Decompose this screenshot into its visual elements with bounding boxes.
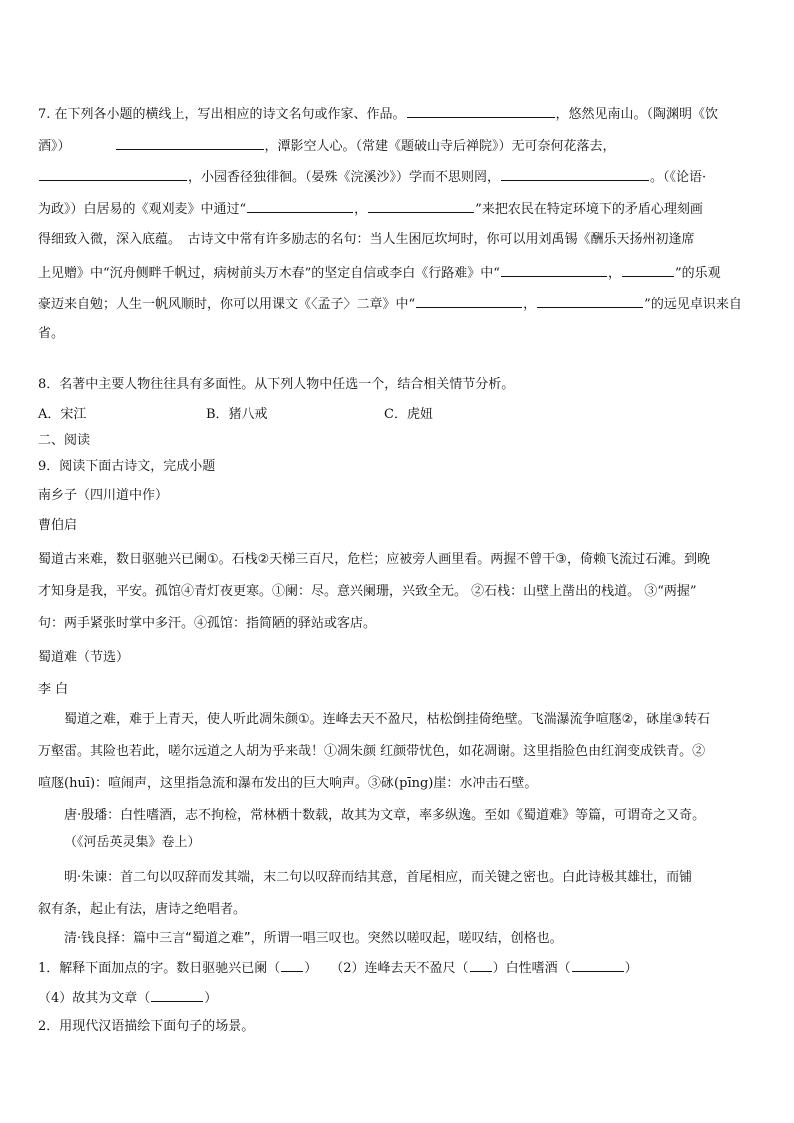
section-heading: 二、阅读 xyxy=(38,433,91,448)
q7-text: 省。 xyxy=(38,326,65,341)
answer-blank[interactable] xyxy=(537,294,643,308)
comment-1-line-2: （《河岳英灵集》卷上） xyxy=(64,835,201,850)
sub-question-text: ） （2）连峰去天不盈尺（ xyxy=(304,961,469,976)
q7-line-7 xyxy=(38,294,742,314)
answer-blank[interactable] xyxy=(470,958,492,972)
answer-blank[interactable] xyxy=(368,199,474,213)
q7-line-4 xyxy=(38,199,703,219)
q7-line-6 xyxy=(38,263,721,283)
sub-question-1-part-4 xyxy=(38,988,217,1008)
q7-text: ， xyxy=(354,202,368,217)
q7-text: ”的远见卓识来自 xyxy=(644,297,742,312)
q7-line-8 xyxy=(38,325,64,343)
q7-line-1 xyxy=(38,104,718,124)
comment-2-line-1: 明·朱谏：首二句以叹辞而发其端，末二句以叹辞而结其意，首尾相应，而关键之密也。白此诗极其雄壮，而铺 xyxy=(64,870,693,885)
q8-stem: 8．名著中主要人物往往具有多面性。从下列人物中任选一个，结合相关情节分析。 xyxy=(38,377,515,392)
answer-blank[interactable] xyxy=(416,294,522,308)
q7-line-3 xyxy=(38,167,706,187)
poem1-author: 曹伯启 xyxy=(38,518,78,533)
sub-question-text: ） xyxy=(624,961,638,976)
comment-2-line-2: 叙有条，起止有法，唐诗之绝唱者。 xyxy=(38,902,247,917)
answer-blank[interactable] xyxy=(501,167,649,181)
answer-blank[interactable] xyxy=(281,958,303,972)
poem2-title: 蜀道难（节选） xyxy=(38,650,130,665)
q8-options xyxy=(38,406,758,424)
answer-blank[interactable] xyxy=(407,104,555,118)
q7-text: 。（《论语· xyxy=(650,170,707,185)
q7-text: 得细致入微，深入底蕴。 古诗文中常有许多励志的名句：当人生困厄坎坷时，你可以用刘禹锡《酬乐天扬州初逢席 xyxy=(38,232,695,247)
option-c[interactable]: C．虎妞 xyxy=(384,407,433,422)
option-a[interactable]: A．宋江 xyxy=(38,407,87,422)
q7-text: 7. 在下列各小题的横线上，写出相应的诗文名句或作家、作品。 xyxy=(38,107,406,122)
q7-text: ，小园香径独徘徊。（晏殊《浣溪沙》）学而不思则罔， xyxy=(188,170,501,185)
poem1-text-1: 蜀道古来难，数日驱驰兴已阑①。石栈②天梯三百尺，危栏；应被旁人画里看。两握不曾干③，倚赖飞流过石滩。到晚 xyxy=(38,552,710,567)
poem2-author: 李 白 xyxy=(38,682,69,697)
answer-blank[interactable] xyxy=(116,136,264,150)
answer-blank[interactable] xyxy=(622,263,674,277)
answer-blank[interactable] xyxy=(39,167,187,181)
poem1-title: 南乡子（四川道中作） xyxy=(38,488,169,503)
q7-line-2 xyxy=(38,136,616,156)
poem2-text-1: 蜀道之难，难于上青天，使人听此凋朱颜①。连峰去天不盈尺，枯松倒挂倚绝壁。飞湍瀑流争喧豗②，砯崖③转石 xyxy=(64,712,710,727)
option-b[interactable]: B．猪八戒 xyxy=(206,407,268,422)
q9-stem: 9．阅读下面古诗文，完成小题 xyxy=(38,459,216,474)
q7-text: 豪迈来自勉；人生一帆风顺时，你可以用课文《〈孟子〉二章》中“ xyxy=(38,297,416,312)
sub-question-text: 1．解释下面加点的字。数日驱驰兴已阑（ xyxy=(38,961,281,976)
q7-text: ， xyxy=(607,266,621,281)
q7-text: 为政》）白居易的《观刈麦》中通过“ xyxy=(38,202,247,217)
poem2-text-2: 万壑雷。其险也若此，嗟尔远道之人胡为乎来哉！①凋朱颜 红颜带忧色，如花凋谢。这里指脸色由红润变成铁青。② xyxy=(38,744,706,759)
sub-question-2: 2．用现代汉语描绘下面句子的场景。 xyxy=(38,1019,255,1034)
answer-blank[interactable] xyxy=(151,988,203,1002)
comment-3: 清·钱良择：篇中三言“蜀道之难”，所谓一唱三叹也。突然以嗟叹起，嗟叹结，创格也。 xyxy=(64,931,563,946)
sub-question-text: ） xyxy=(204,991,218,1006)
answer-blank[interactable] xyxy=(501,263,607,277)
sub-question-1 xyxy=(38,958,638,978)
poem1-text-3: 句：两手紧张时掌中多汗。④孤馆：指简陋的驿站或客店。 xyxy=(38,616,377,631)
poem2-text-3: 喧豗(huī)：喧闹声，这里指急流和瀑布发出的巨大响声。③砯(pīng)崖：水冲击石壁。 xyxy=(38,776,538,791)
comment-1-line-1: 唐·殷璠：白性嗜酒，志不拘检，常林栖十数载，故其为文章，率多纵逸。至如《蜀道难》等篇，可谓奇之又奇。 xyxy=(64,808,706,823)
q7-text: 上见赠》中“沉舟侧畔千帆过，病树前头万木春”的坚定自信或李白《行路难》中“ xyxy=(38,266,500,281)
q7-text: 酒》） xyxy=(38,139,71,154)
q7-text: ， xyxy=(523,297,537,312)
sub-question-text: （4）故其为文章（ xyxy=(38,991,151,1006)
q7-text: ，潭影空人心。（常建《题破山寺后禅院》）无可奈何花落去， xyxy=(264,139,616,154)
answer-blank[interactable] xyxy=(247,199,353,213)
poem1-text-2: 才知身是我，平安。孤馆④青灯夜更寒。①阑：尽。意兴阑珊，兴致全无。 ②石栈：山壁上凿出的栈道。 ③“两握” xyxy=(38,584,697,599)
q7-line-5 xyxy=(38,231,695,249)
q7-text: ”的乐观 xyxy=(674,266,721,281)
sub-question-text: ）白性嗜酒（ xyxy=(492,961,571,976)
q7-text: ”来把农民在特定环境下的矛盾心理刻画 xyxy=(475,202,703,217)
q7-text: ，悠然见南山。（陶渊明《饮 xyxy=(555,107,719,122)
answer-blank[interactable] xyxy=(572,958,624,972)
